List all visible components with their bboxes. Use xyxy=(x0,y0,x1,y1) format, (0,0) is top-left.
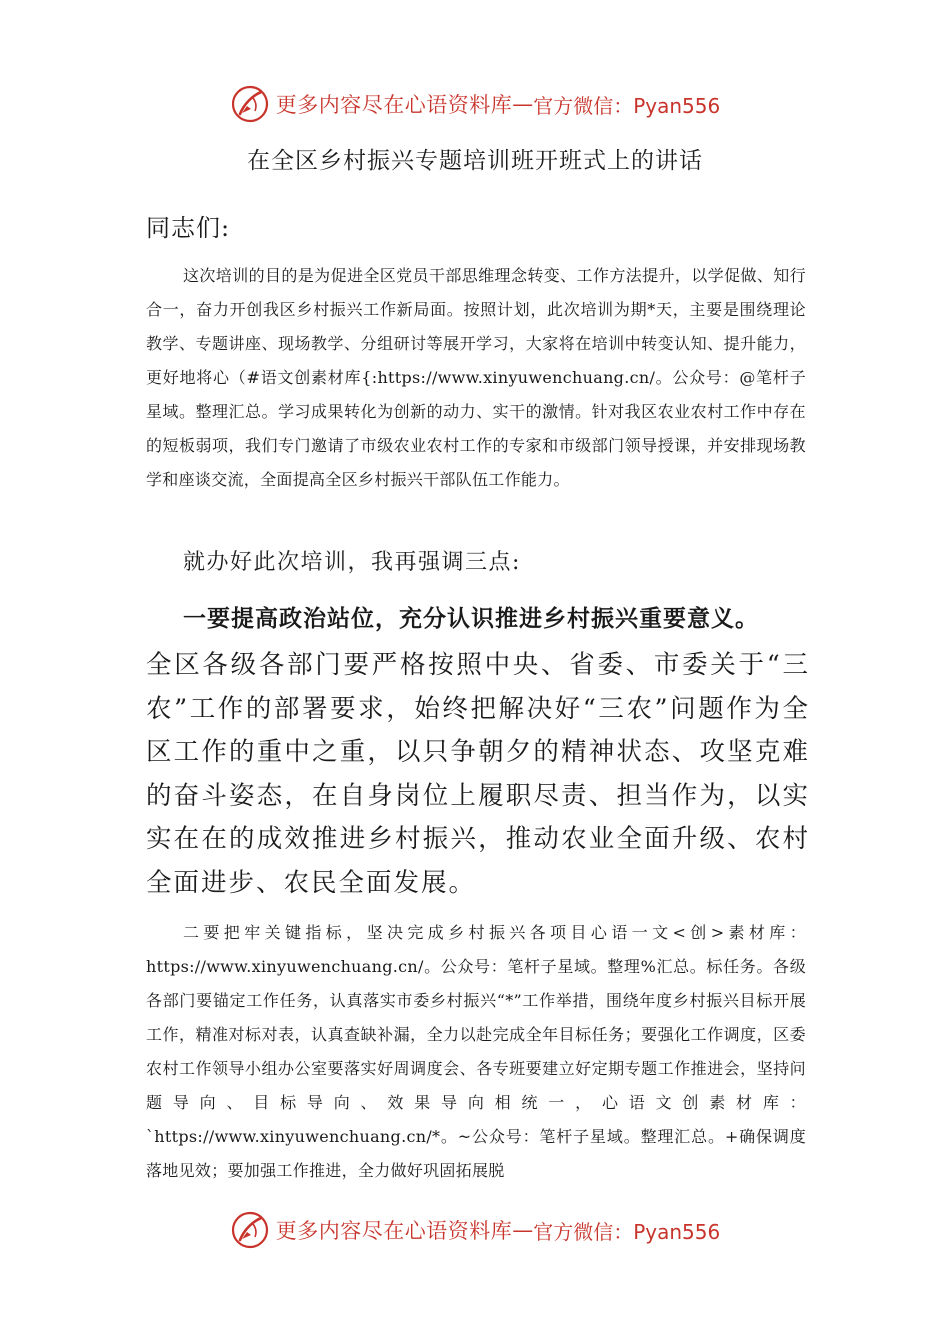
watermark-separator: — xyxy=(512,92,534,116)
paragraph-intro: 这次培训的目的是为促进全区党员干部思维理念转变、工作方法提升，以学促做、知行合一，奋力开创我区乡村振兴工作新局面。按照计划，此次培训为期*天，主要是围绕理论教学、专题讲座、现场教学、分组研讨等展开学习，大家将在培训中转变认知、提升能力，更好地将心（#语文创素材库{:https://www.xinyuwenchuang.cn/。公众号：@笔杆子星域。整理汇总。学习成果转化为创新的动力、实干的激情。针对我区农业农村工作中存在的短板弱项，我们专门邀请了市级农业农村工作的专家和市级部门领导授课，并安排现场教学和座谈交流，全面提高全区乡村振兴干部队伍工作能力。 xyxy=(146,266,806,489)
watermark-banner-top xyxy=(0,82,950,126)
point1-body: 全区各级各部门要严格按照中央、省委、市委关于“三农”工作的部署要求，始终把解决好“三农”问题作为全区工作的重中之重，以只争朝夕的精神状态、攻坚克难的奋斗姿态，在自身岗位上履职尽责、担当作为，以实实在在的成效推进乡村振兴，推动农业全面升级、农村全面进步、农民全面发展。 xyxy=(146,650,810,898)
watermark-account: 官方微信：Pyan556 xyxy=(533,93,721,118)
watermark-account: 官方微信：Pyan556 xyxy=(533,1219,721,1244)
salutation: 同志们: xyxy=(146,214,231,242)
paragraph-three-points: 就办好此次培训，我再强调三点: xyxy=(183,550,521,575)
watermark-separator: — xyxy=(512,1218,534,1242)
pen-logo-icon xyxy=(230,1210,270,1250)
document-title: 在全区乡村振兴专题培训班开班式上的讲话 xyxy=(247,148,703,174)
watermark-text: 更多内容尽在心语资料库 xyxy=(275,93,513,117)
paragraph-point2: 二要把牢关键指标，坚决完成乡村振兴各项目心语一文<创>素材库：https://www.xinyuwenchuang.cn/。公众号：笔杆子星域。整理%汇总。标任务。各级各部门要锚定工作任务，认真落实市委乡村振兴“*”工作举措，围绕年度乡村振兴目标开展工作，精准对标对表，认真查缺补漏，全力以赴完成全年目标任务；要强化工作调度，区委农村工作领导小组办公室要落实好周调度会、各专班要建立好定期专题工作推进会，坚持问题导向、目标导向、效果导向相统一，心语文创素材库：`https://www.xinyuwenchuang.cn/*。~公众号：笔杆子星域。整理汇总。+确保调度落地见效；要加强工作推进，全力做好巩固拓展脱 xyxy=(146,923,806,1180)
watermark-banner-bottom xyxy=(0,1208,950,1252)
pen-logo-icon xyxy=(230,84,270,124)
point1-heading: 一要提高政治站位，充分认识推进乡村振兴重要意义。 xyxy=(183,605,759,632)
watermark-text: 更多内容尽在心语资料库 xyxy=(275,1219,513,1243)
